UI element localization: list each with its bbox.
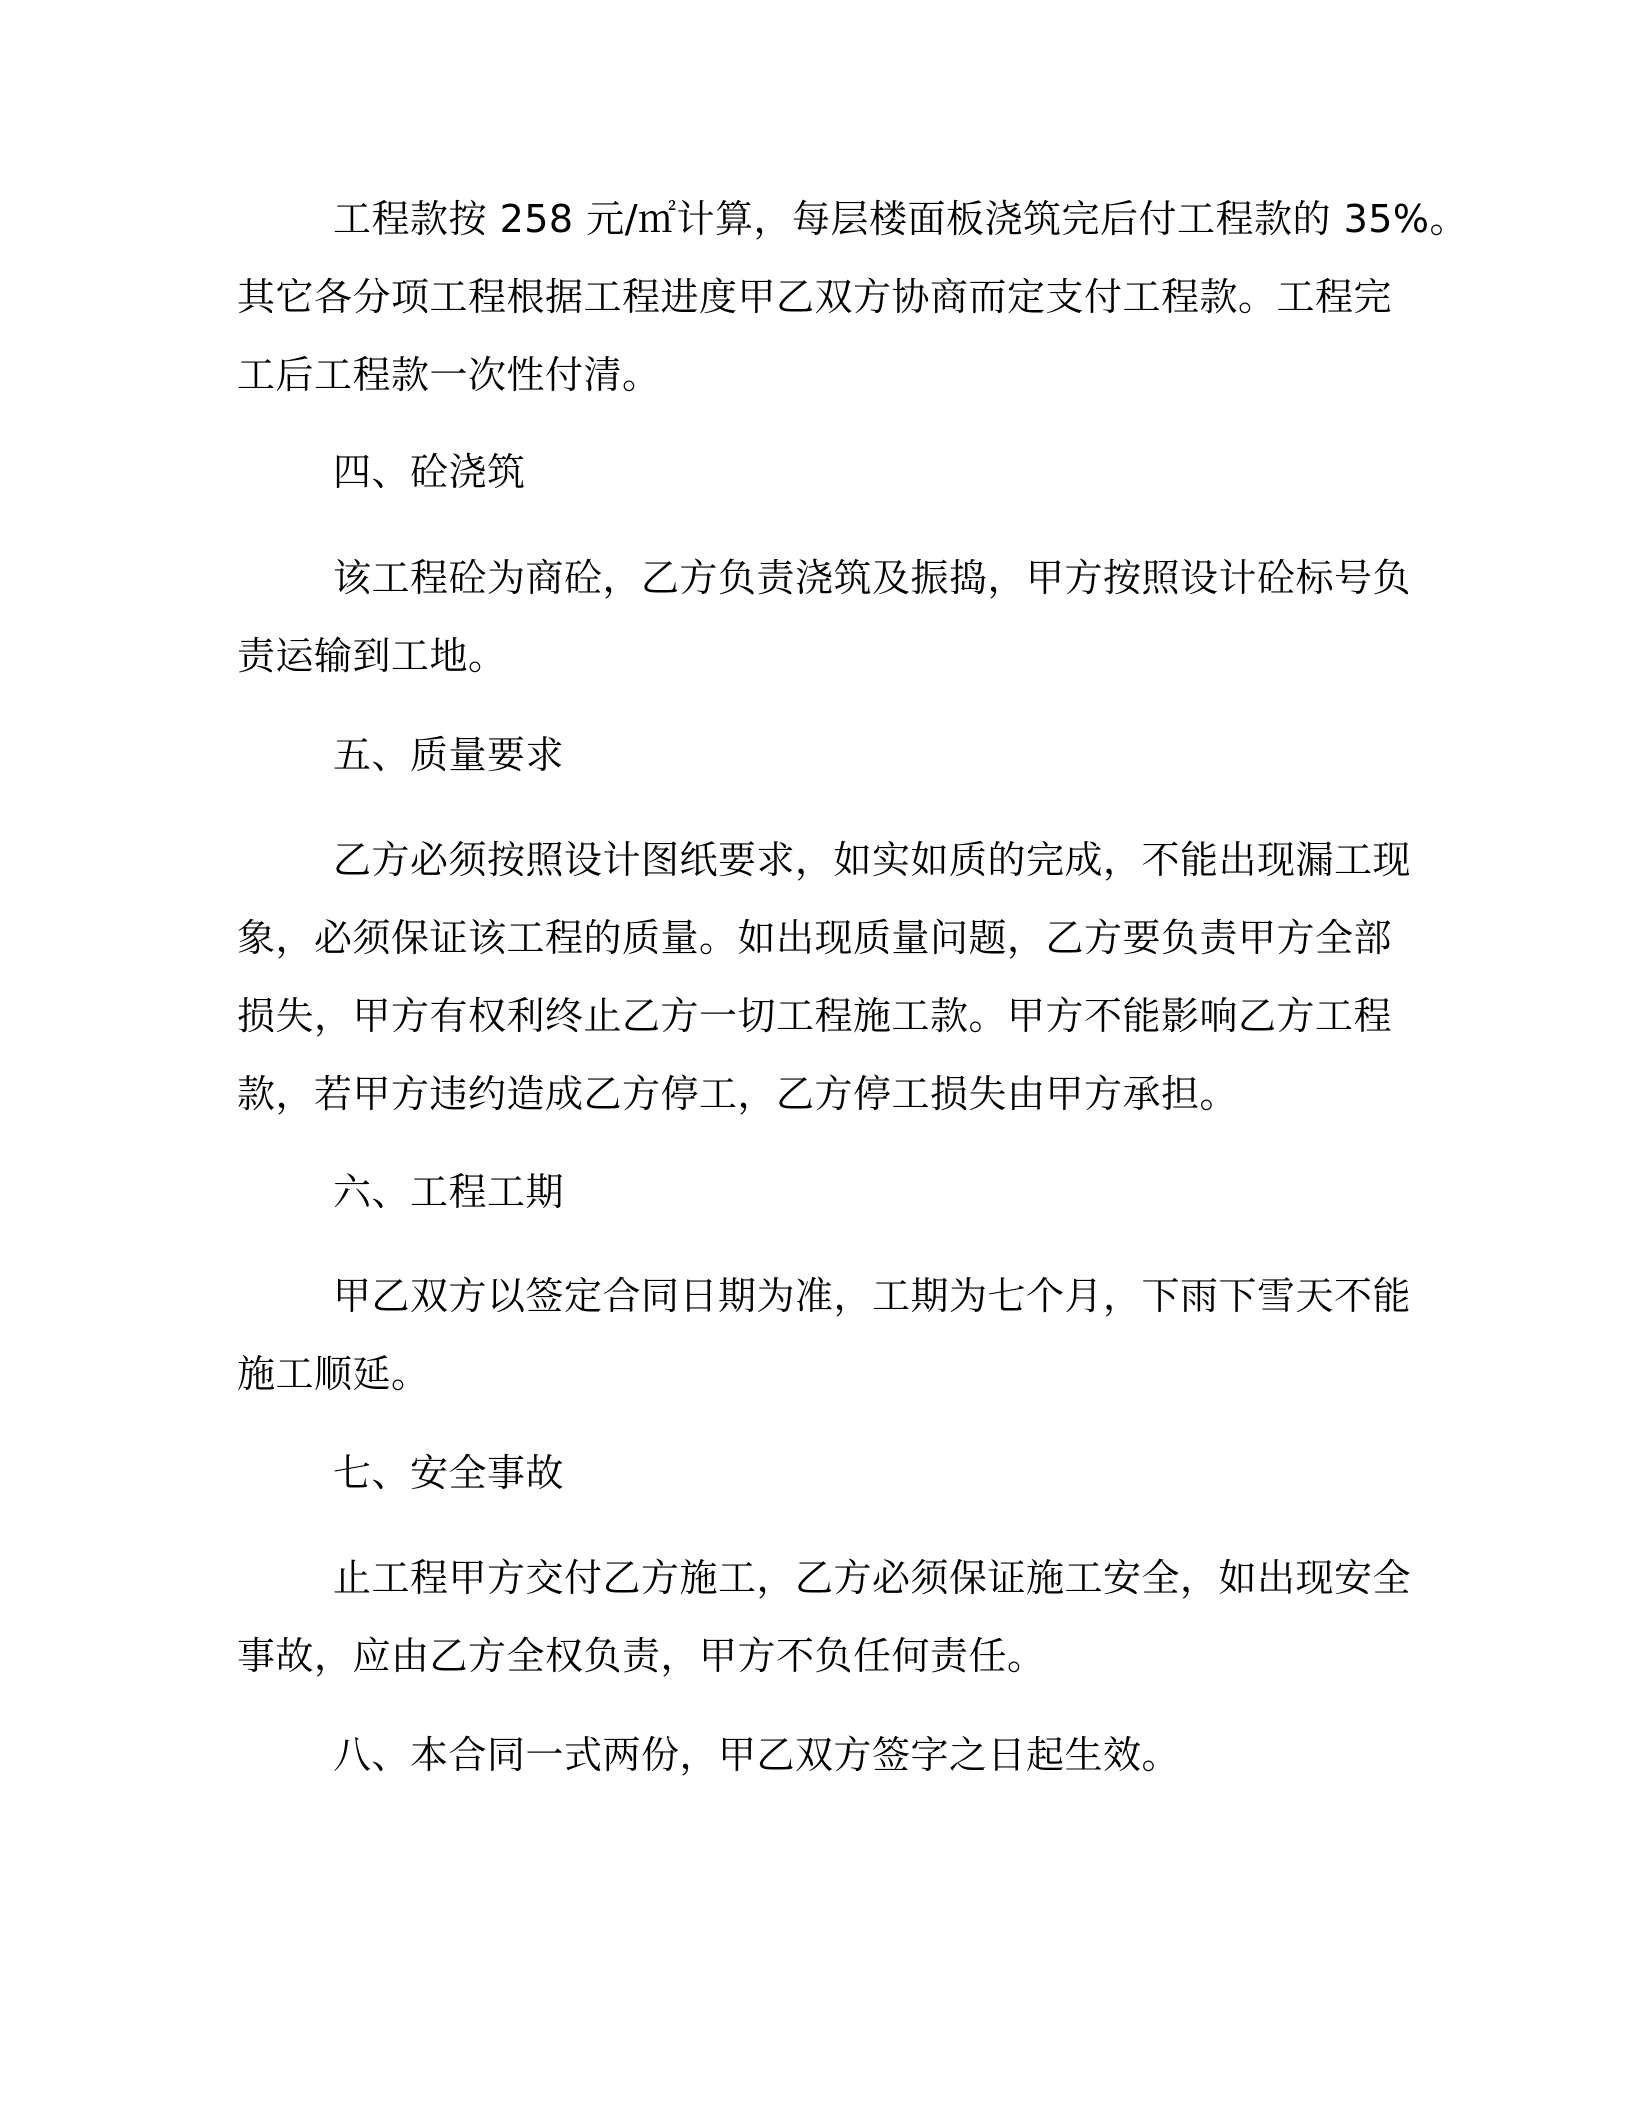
text-line: 事故，应由乙方全权负责，甲方不负任何责任。 bbox=[237, 1634, 1046, 1678]
heading-text: 七、安全事故 bbox=[333, 1451, 565, 1495]
paragraph-payment bbox=[237, 180, 1469, 414]
text-line: 甲乙双方以签定合同日期为准，工期为七个月，下雨下雪天不能 bbox=[333, 1274, 1412, 1318]
paragraph-schedule bbox=[237, 1257, 1412, 1413]
section-heading-6 bbox=[237, 1153, 1387, 1231]
paragraph-quality bbox=[237, 821, 1412, 1133]
text-line: 乙方必须按照设计图纸要求，如实如质的完成，不能出现漏工现 bbox=[333, 838, 1412, 882]
text-line: 止工程甲方交付乙方施工，乙方必须保证施工安全，如出现安全 bbox=[333, 1556, 1412, 1600]
heading-text: 八、本合同一式两份，甲乙双方签字之日起生效。 bbox=[333, 1733, 1181, 1777]
heading-text: 四、砼浇筑 bbox=[333, 450, 526, 494]
text-line: 象，必须保证该工程的质量。如出现质量问题，乙方要负责甲方全部 bbox=[237, 916, 1393, 960]
section-heading-5 bbox=[237, 716, 1387, 794]
text-line: 损失，甲方有权利终止乙方一切工程施工款。甲方不能影响乙方工程 bbox=[237, 994, 1393, 1038]
heading-text: 六、工程工期 bbox=[333, 1170, 565, 1214]
text-line: 工后工程款一次性付清。 bbox=[237, 353, 661, 397]
text-line: 其它各分项工程根据工程进度甲乙双方协商而定支付工程款。工程完 bbox=[237, 275, 1393, 319]
section-heading-4 bbox=[237, 433, 1387, 511]
text-line: 施工顺延。 bbox=[237, 1352, 430, 1396]
text-line: 款，若甲方违约造成乙方停工，乙方停工损失由甲方承担。 bbox=[237, 1072, 1239, 1116]
text-line: 该工程砼为商砼，乙方负责浇筑及振捣，甲方按照设计砼标号负 bbox=[333, 556, 1412, 600]
paragraph-safety bbox=[237, 1539, 1412, 1695]
text-line: 责运输到工地。 bbox=[237, 634, 507, 678]
heading-text: 五、质量要求 bbox=[333, 733, 565, 777]
section-heading-7 bbox=[237, 1434, 1387, 1512]
paragraph-concrete bbox=[237, 539, 1412, 695]
text-line: 工程款按 258 元/㎡计算，每层楼面板浇筑完后付工程款的 35%。 bbox=[333, 197, 1469, 241]
section-heading-8 bbox=[237, 1716, 1387, 1794]
